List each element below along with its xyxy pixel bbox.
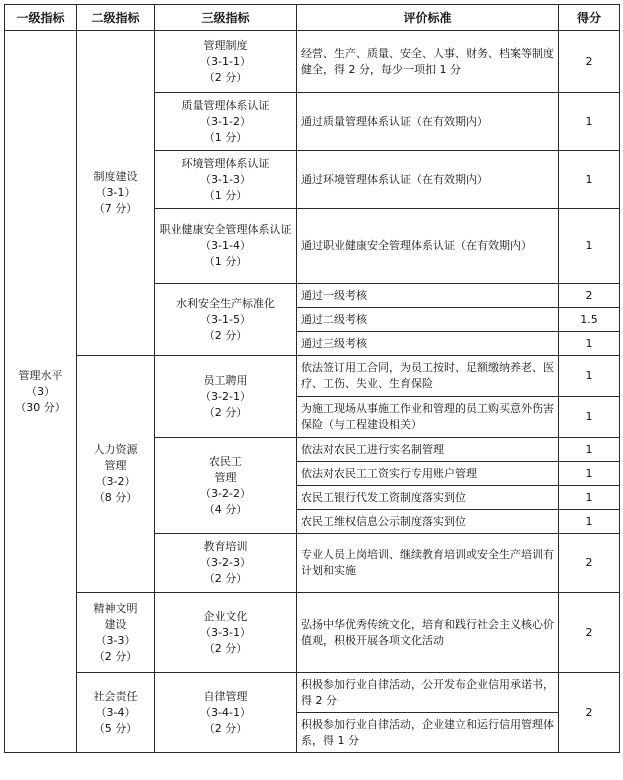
score-cell: 1 xyxy=(559,462,620,486)
level3-cell: 农民工 管理 （3-2-2） （4 分） xyxy=(155,438,297,534)
level3-cell: 水利安全生产标准化 （3-1-5） （2 分） xyxy=(155,284,297,356)
criteria-cell: 通过环境管理体系认证（在有效期内） xyxy=(297,151,559,209)
header-level2: 二级指标 xyxy=(77,5,155,31)
criteria-cell: 依法对农民工工资实行专用账户管理 xyxy=(297,462,559,486)
table-row xyxy=(5,673,620,713)
score-cell: 2 xyxy=(559,284,620,308)
header-criteria: 评价标准 xyxy=(297,5,559,31)
score-cell: 1 xyxy=(559,332,620,356)
level3-cell: 质量管理体系认证 （3-1-2） （1 分） xyxy=(155,93,297,151)
criteria-cell: 为施工现场从事施工作业和管理的员工购买意外伤害保险（与工程建设相关） xyxy=(297,397,559,438)
criteria-cell: 依法签订用工合同，为员工按时、足额缴纳养老、医疗、工伤、失业、生育保险 xyxy=(297,356,559,397)
criteria-cell: 农民工维权信息公示制度落实到位 xyxy=(297,510,559,534)
criteria-cell: 农民工银行代发工资制度落实到位 xyxy=(297,486,559,510)
level3-cell: 职业健康安全管理体系认证 （3-1-4） （1 分） xyxy=(155,209,297,284)
score-cell: 1 xyxy=(559,356,620,397)
score-cell: 1 xyxy=(559,209,620,284)
header-level3: 三级指标 xyxy=(155,5,297,31)
criteria-cell: 积极参加行业自律活动，公开发布企业信用承诺书，得 2 分 xyxy=(297,673,559,713)
criteria-cell: 专业人员上岗培训、继续教育培训或安全生产培训有计划和实施 xyxy=(297,534,559,593)
level2-cell: 人力资源 管理 （3-2） （8 分） xyxy=(77,356,155,593)
criteria-cell: 通过二级考核 xyxy=(297,308,559,332)
table-row xyxy=(5,356,620,397)
evaluation-table xyxy=(4,4,620,753)
score-cell: 1 xyxy=(559,151,620,209)
level1-cell: 管理水平 （3） （30 分） xyxy=(5,31,77,753)
score-cell: 1 xyxy=(559,510,620,534)
score-cell: 1 xyxy=(559,486,620,510)
criteria-cell: 通过三级考核 xyxy=(297,332,559,356)
criteria-cell: 通过质量管理体系认证（在有效期内） xyxy=(297,93,559,151)
header-row xyxy=(5,5,620,31)
criteria-cell: 依法对农民工进行实名制管理 xyxy=(297,438,559,462)
table-row xyxy=(5,593,620,673)
score-cell: 2 xyxy=(559,673,620,753)
header-score: 得分 xyxy=(559,5,620,31)
level2-cell: 制度建设 （3-1） （7 分） xyxy=(77,31,155,356)
score-cell: 2 xyxy=(559,31,620,93)
level3-cell: 自律管理 （3-4-1） （2 分） xyxy=(155,673,297,753)
score-cell: 2 xyxy=(559,534,620,593)
level3-cell: 环境管理体系认证 （3-1-3） （1 分） xyxy=(155,151,297,209)
criteria-cell: 积极参加行业自律活动，企业建立和运行信用管理体系，得 1 分 xyxy=(297,713,559,753)
header-level1: 一级指标 xyxy=(5,5,77,31)
score-cell: 1 xyxy=(559,93,620,151)
criteria-cell: 经营、生产、质量、安全、人事、财务、档案等制度健全，得 2 分，每少一项扣 1 分 xyxy=(297,31,559,93)
level3-cell: 教育培训 （3-2-3） （2 分） xyxy=(155,534,297,593)
level3-cell: 员工聘用 （3-2-1） （2 分） xyxy=(155,356,297,438)
level2-cell: 精神文明 建设 （3-3） （2 分） xyxy=(77,593,155,673)
criteria-cell: 弘扬中华优秀传统文化，培育和践行社会主义核心价值观，积极开展各项文化活动 xyxy=(297,593,559,673)
score-cell: 2 xyxy=(559,593,620,673)
level3-cell: 企业文化 （3-3-1） （2 分） xyxy=(155,593,297,673)
score-cell: 1 xyxy=(559,438,620,462)
table-row xyxy=(5,31,620,93)
criteria-cell: 通过一级考核 xyxy=(297,284,559,308)
level2-cell: 社会责任 （3-4） （5 分） xyxy=(77,673,155,753)
score-cell: 1.5 xyxy=(559,308,620,332)
score-cell: 1 xyxy=(559,397,620,438)
level3-cell: 管理制度 （3-1-1） （2 分） xyxy=(155,31,297,93)
criteria-cell: 通过职业健康安全管理体系认证（在有效期内） xyxy=(297,209,559,284)
